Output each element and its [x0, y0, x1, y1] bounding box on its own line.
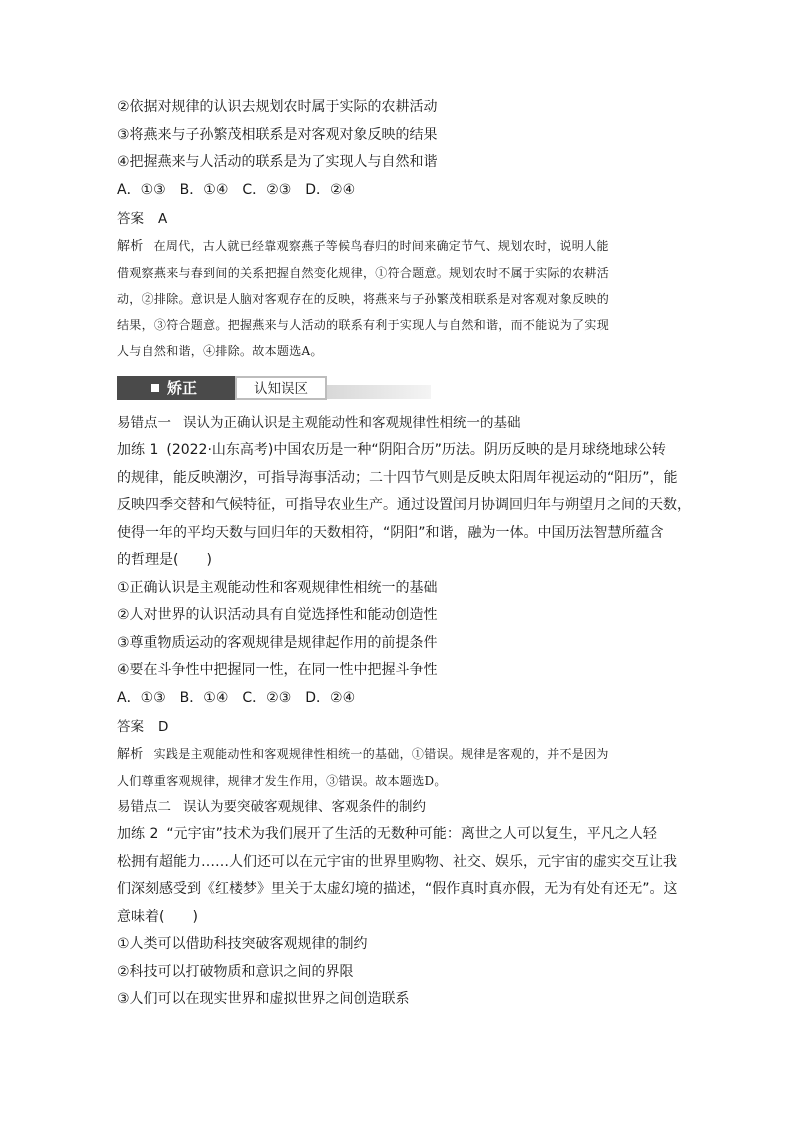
option-2: ②依据对规律的认识去规划农时属于实际的农耕活动 — [117, 99, 438, 115]
option-1: ①人类可以借助科技突破客观规律的制约 — [117, 936, 368, 952]
question-line: 使得一年的平均天数与回归年的天数相符，“阴阳”和谐，融为一体。中国历法智慧所蕴含 — [117, 524, 664, 541]
square-bullet-icon — [151, 384, 159, 392]
error-point-heading — [117, 410, 680, 437]
analysis-block — [117, 233, 680, 364]
banner-sub — [235, 376, 327, 400]
error-point-label: 易错点二 — [117, 799, 171, 815]
answer-row — [117, 714, 680, 741]
option-2: ②人对世界的认识活动具有自觉选择性和能动创造性 — [117, 607, 438, 623]
question-block — [117, 437, 691, 712]
question-line: (2022·山东高考)中国农历是一种“阴阳合历”历法。阴历反映的是月球绕地球公转 — [166, 442, 666, 458]
error-point-heading — [117, 794, 680, 821]
analysis-line: 实践是主观能动性和客观规律性相统一的基础，①错误。规律是客观的，并不是因为 — [153, 747, 609, 761]
error-point-text: 误认为要突破客观规律、客观条件的制约 — [183, 799, 426, 815]
question-line: 反映四季交替和气候特征，可指导农业生产。通过设置闰月协调回归年与朔望月之间的天数， — [117, 497, 691, 513]
analysis-block — [117, 741, 680, 794]
question-block — [117, 821, 680, 1014]
analysis-line: 在周代，古人就已经靠观察燕子等候鸟春归的时间来确定节气、规划农时，说明人能 — [153, 239, 609, 253]
banner-main-text: 矫正 — [167, 379, 198, 397]
option-2: ②科技可以打破物质和意识之间的界限 — [117, 963, 354, 980]
answer-row — [117, 206, 680, 233]
question-line: 的规律，能反映潮汐，可指导海事活动；二十四节气则是反映太阳周年视运动的“阳历”，能 — [117, 469, 678, 486]
question-line: 的哲理是( ) — [117, 552, 212, 568]
analysis-line: 借观察燕来与春到间的关系把握自然变化规律，①符合题意。规划农时不属于实际的农耕活 — [117, 266, 610, 280]
option-3: ③人们可以在现实世界和虚拟世界之间创造联系 — [117, 991, 410, 1007]
analysis-label: 解析 — [117, 747, 144, 762]
question-label: 加练 2 — [117, 826, 159, 842]
option-3: ③尊重物质运动的客观规律是规律起作用的前提条件 — [117, 634, 438, 651]
analysis-line: 人们尊重客观规律，规律才发生作用，③错误。故本题选D。 — [117, 774, 447, 788]
option-4: ④要在斗争性中把握同一性，在同一性中把握斗争性 — [117, 662, 438, 678]
banner-main — [117, 376, 235, 400]
answer-choices: A．①③ B．①④ C．②③ D．②④ — [117, 689, 356, 706]
answer-choices: A．①③ B．①④ C．②③ D．②④ — [117, 181, 356, 198]
error-point-text: 误认为正确认识是主观能动性和客观规律性相统一的基础 — [183, 415, 521, 431]
question-line: 意味着( ) — [117, 908, 198, 925]
analysis-line: 动，②排除。意识是人脑对客观存在的反映，将燕来与子孙繁茂相联系是对客观对象反映的 — [117, 292, 610, 306]
option-3: ③将燕来与子孙繁茂相联系是对客观对象反映的结果 — [117, 126, 438, 143]
answer-label: 答案 — [117, 211, 144, 227]
option-1: ①正确认识是主观能动性和客观规律性相统一的基础 — [117, 579, 438, 596]
question-label: 加练 1 — [117, 442, 159, 458]
section-banner — [117, 376, 680, 400]
answer-value: D — [158, 719, 169, 735]
analysis-line: 结果，③符合题意。把握燕来与人活动的联系有利于实现人与自然和谐，而不能说为了实现 — [117, 318, 610, 332]
answer-label: 答案 — [117, 719, 144, 735]
error-point-label: 易错点一 — [117, 415, 171, 431]
banner-sub-text: 认知误区 — [254, 381, 308, 397]
question-line: 松拥有超能力……人们还可以在元宇宙的世界里购物、社交、娱乐，元宇宙的虚实交互让我 — [117, 853, 677, 870]
analysis-label: 解析 — [117, 239, 144, 254]
question-line: 们深刻感受到《红楼梦》里关于太虚幻境的描述，“假作真时真亦假，无为有处有还无”。这 — [117, 881, 678, 897]
banner-gradient-bar — [327, 385, 431, 399]
analysis-line: 人与自然和谐，④排除。故本题选A。 — [117, 344, 323, 358]
question-line: “元宇宙”技术为我们展开了生活的无数种可能：离世之人可以复生，平凡之人轻 — [166, 826, 657, 842]
option-4: ④把握燕来与人活动的联系是为了实现人与自然和谐 — [117, 154, 438, 170]
answer-value: A — [158, 211, 168, 227]
page-content — [117, 94, 691, 1014]
